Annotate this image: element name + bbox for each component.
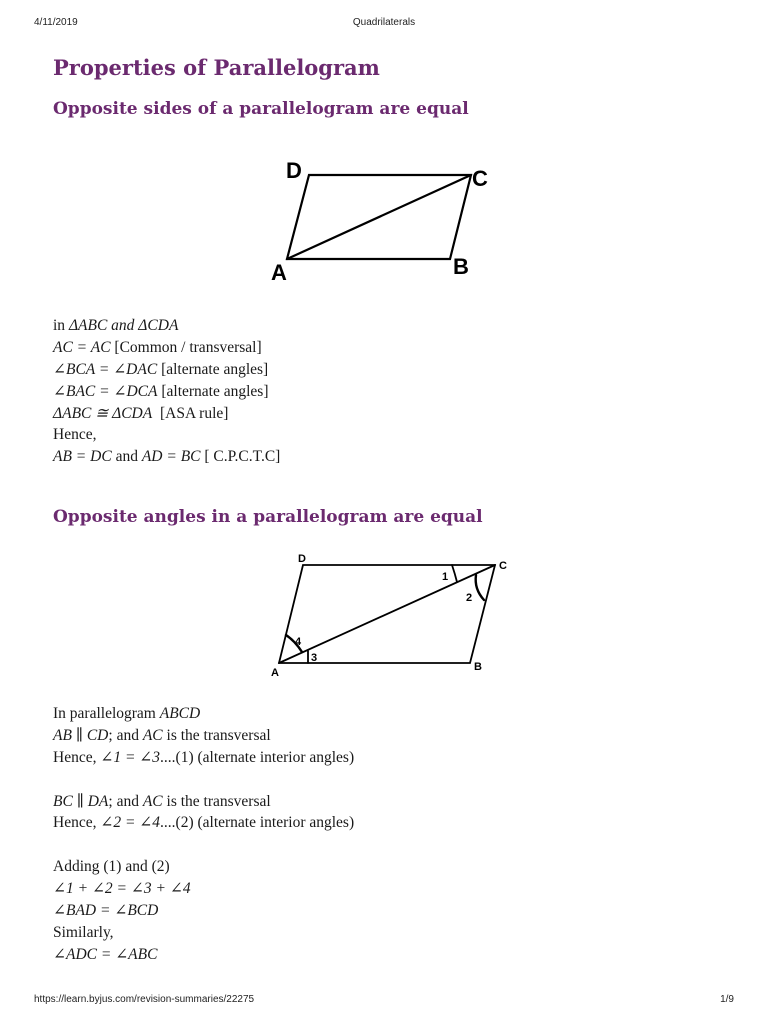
math-expression: ∠2 = ∠4	[100, 814, 161, 832]
proof-line	[53, 834, 354, 856]
footer-page-number: 1/9	[720, 994, 734, 1005]
math-expression: ABCD	[159, 705, 201, 722]
proof-text: ....(2) (alternate interior angles)	[160, 814, 355, 832]
angle-arc-1	[452, 565, 457, 582]
math-expression: AB = DC	[53, 448, 112, 466]
angle-label-1: 1	[442, 571, 449, 583]
section2-heading: Opposite angles in a parallelogram are equal	[53, 507, 483, 527]
proof-text: Adding (1) and (2)	[53, 858, 170, 876]
proof-line	[53, 381, 280, 403]
proof-opposite-angles	[53, 703, 354, 966]
proof-text: Hence,	[53, 426, 97, 444]
math-expression: ΔABC ≅ ΔCDA	[53, 404, 153, 422]
angle-label-3: 3	[311, 652, 318, 664]
math-expression: AB ∥ CD	[53, 726, 109, 744]
proof-text: ; and	[108, 726, 143, 744]
proof-text: [alternate angles]	[157, 382, 269, 400]
math-expression: ∠BAC = ∠DCA	[53, 382, 158, 400]
proof-line	[53, 446, 280, 468]
proof-text: [Common / transversal]	[110, 338, 262, 356]
proof-line	[53, 703, 354, 725]
proof-line	[53, 315, 280, 337]
angle-arc-2	[476, 575, 484, 600]
proof-line	[53, 856, 354, 878]
vertex-label-c: C	[472, 166, 488, 191]
proof-line	[53, 747, 354, 769]
proof-line	[53, 791, 354, 813]
proof-line	[53, 359, 280, 381]
proof-opposite-sides	[53, 315, 280, 468]
proof-text: is the transversal	[162, 726, 271, 744]
header-date: 4/11/2019	[34, 17, 78, 28]
proof-text: is the transversal	[162, 792, 271, 810]
vertex-label-d: D	[298, 553, 306, 565]
proof-text: [alternate angles]	[157, 360, 269, 378]
vertex-label-a: A	[271, 667, 279, 679]
math-expression: AC	[142, 792, 163, 810]
proof-text: and	[111, 448, 142, 466]
math-expression: ∠1 + ∠2 = ∠3 + ∠4	[53, 880, 191, 898]
proof-line	[53, 725, 354, 747]
math-expression: AC	[142, 726, 163, 744]
proof-text: Hence,	[53, 748, 101, 766]
proof-line	[53, 337, 280, 359]
math-expression: ∠BCA = ∠DAC	[53, 360, 158, 378]
proof-text: ....(1) (alternate interior angles)	[160, 748, 355, 766]
proof-line	[53, 900, 354, 922]
proof-line	[53, 944, 354, 966]
math-expression: AC = AC	[53, 338, 111, 356]
math-expression: AD = BC	[141, 448, 201, 466]
proof-line	[53, 878, 354, 900]
vertex-label-b: B	[474, 661, 482, 673]
vertex-label-a: A	[271, 260, 287, 285]
proof-line	[53, 812, 354, 834]
proof-text: [ C.P.C.T.C]	[200, 448, 281, 466]
page-title: Properties of Parallelogram	[53, 55, 380, 80]
proof-line	[53, 403, 280, 425]
parallelogram-diagram-angles	[262, 548, 522, 683]
proof-text: [ASA rule]	[152, 404, 229, 422]
parallelogram-diagram-sides	[260, 150, 500, 285]
proof-text: Hence,	[53, 814, 101, 832]
proof-text: Similarly,	[53, 923, 114, 941]
proof-line	[53, 922, 354, 944]
vertex-label-c: C	[499, 560, 507, 572]
section1-heading: Opposite sides of a parallelogram are equal	[53, 99, 469, 119]
math-expression: BC ∥ DA	[53, 792, 109, 810]
angle-label-2: 2	[466, 592, 473, 604]
proof-line	[53, 769, 354, 791]
diagonal-ac	[287, 175, 471, 259]
footer-url[interactable]: https://learn.byjus.com/revision-summaries/22275	[34, 994, 255, 1005]
math-expression: ∠BAD = ∠BCD	[53, 902, 159, 920]
angle-label-4: 4	[295, 636, 302, 648]
diagonal-ac	[279, 565, 495, 663]
proof-line	[53, 424, 280, 446]
proof-text: In parallelogram	[53, 705, 160, 722]
vertex-label-b: B	[453, 254, 469, 279]
header-title: Quadrilaterals	[352, 17, 416, 28]
math-expression: ∠1 = ∠3	[100, 748, 161, 766]
vertex-label-d: D	[286, 158, 302, 183]
math-expression: ∠ADC = ∠ABC	[53, 945, 158, 963]
proof-text: in	[53, 317, 69, 334]
math-expression: ΔABC and ΔCDA	[68, 317, 179, 334]
proof-text: ; and	[108, 792, 143, 810]
